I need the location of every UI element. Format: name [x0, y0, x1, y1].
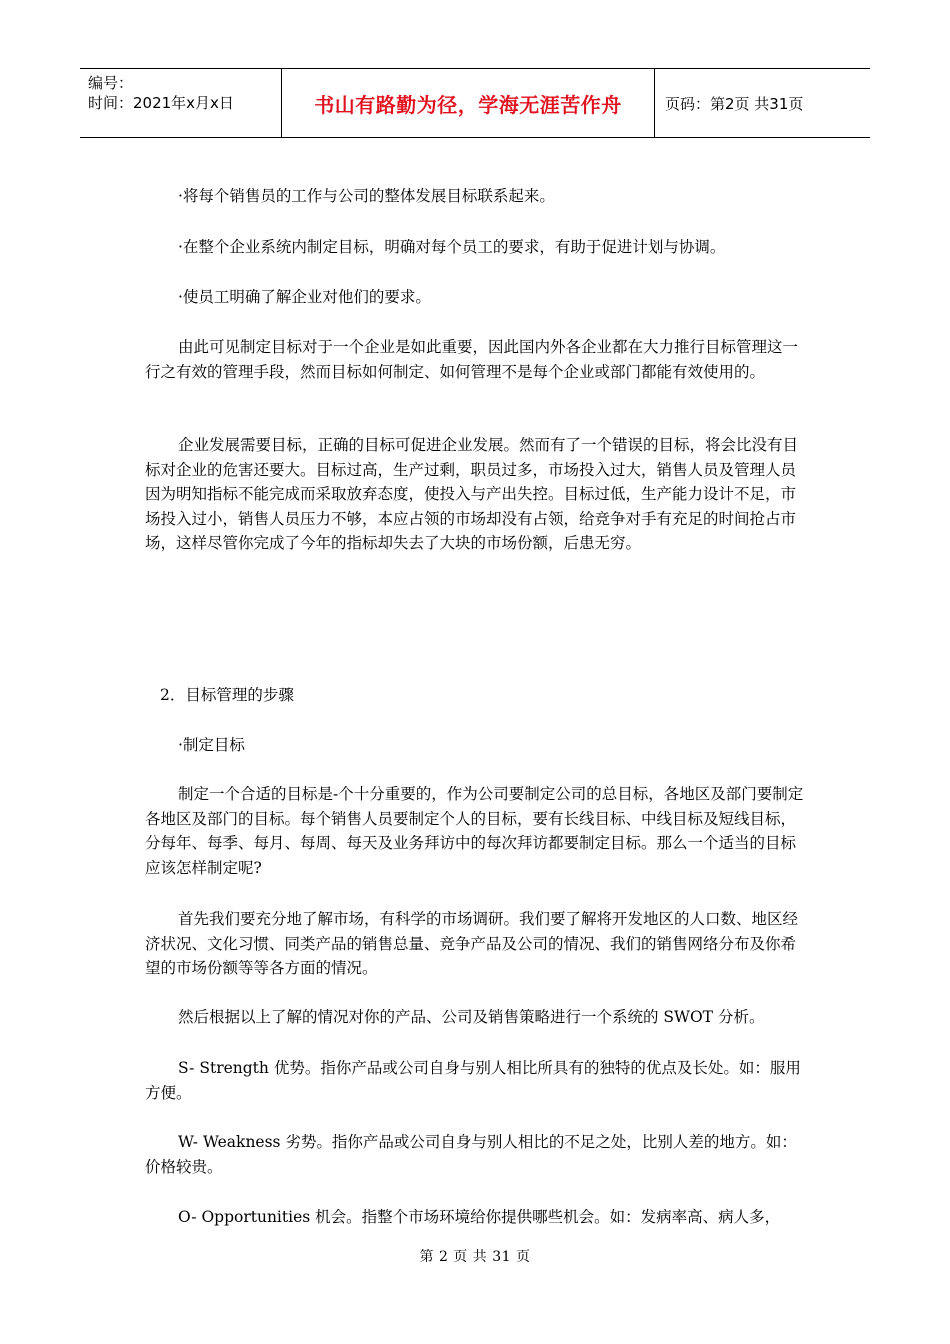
swot-weakness-paragraph: W- Weakness 劣势。指你产品或公司自身与别人相比的不足之处，比别人差的地方。如：价格较贵。 — [145, 1133, 797, 1176]
header-page-info: 页码：第2页 共31页 — [665, 94, 804, 113]
body-paragraph: 企业发展需要目标，正确的目标可促进企业发展。然而有了一个错误的目标，将会比没有目标对企业的危害还要大。目标过高，生产过剩，职员过多，市场投入过大，销售人员及管理人员因为明知指标不能完成而采取放弃态度，使投入与产出失控。目标过低，生产能力设计不足，市场投入过小，销售人员压力不够，本应占领的市场却没有占领，给竞争对手有充足的时间抢占市场，这样尽管你完成了今年的指标却失去了大块的市场份额，后患无穷。 — [145, 436, 799, 552]
body-paragraph: 由此可见制定目标对于一个企业是如此重要，因此国内外各企业都在大力推行目标管理这一行之有效的管理手段，然而目标如何制定、如何管理不是每个企业或部门都能有效使用的。 — [145, 338, 799, 381]
header-meta — [80, 69, 282, 137]
body-paragraph: 制定一个合适的目标是-个十分重要的，作为公司要制定公司的总目标，各地区及部门要制定各地区及部门的目标。每个销售人员要制定个人的目标，要有长线目标、中线目标及短线目标，分每年、每季、每月、每周、每天及业务拜访中的每次拜访都要制定目标。那么一个适当的目标应该怎样制定呢? — [145, 785, 804, 877]
body-paragraph: 然后根据以上了解的情况对你的产品、公司及销售策略进行一个系统的 SWOT 分析。 — [178, 1008, 765, 1026]
document-id-label: 编号： — [88, 74, 134, 92]
document-date: 时间：2021年x月x日 — [88, 94, 234, 112]
body-paragraph: 首先我们要充分地了解市场，有科学的市场调研。我们要了解将开发地区的人口数、地区经济状况、文化习惯、同类产品的销售总量、竞争产品及公司的情况、我们的销售网络分布及你希望的市场份额等等各方面的情况。 — [145, 910, 799, 977]
header-motto: 书山有路勤为径，学海无涯苦作舟 — [282, 69, 655, 137]
bullet-paragraph: ·将每个销售员的工作与公司的整体发展目标联系起来。 — [178, 187, 555, 205]
section-heading: 2．目标管理的步骤 — [160, 686, 294, 704]
bullet-paragraph: ·制定目标 — [178, 736, 245, 754]
page-header — [80, 68, 870, 138]
swot-strength-paragraph: S- Strength 优势。指你产品或公司自身与别人相比所具有的独特的优点及长处。如：服用方便。 — [145, 1059, 801, 1102]
swot-opportunities-paragraph: O- Opportunities 机会。指整个市场环境给你提供哪些机会。如：发病率高、病人多， — [178, 1208, 781, 1226]
bullet-paragraph: ·使员工明确了解企业对他们的要求。 — [178, 288, 431, 306]
page-footer: 第 2 页 共 31 页 — [419, 1249, 531, 1265]
bullet-paragraph: ·在整个企业系统内制定目标，明确对每个员工的要求，有助于促进计划与协调。 — [178, 238, 726, 256]
